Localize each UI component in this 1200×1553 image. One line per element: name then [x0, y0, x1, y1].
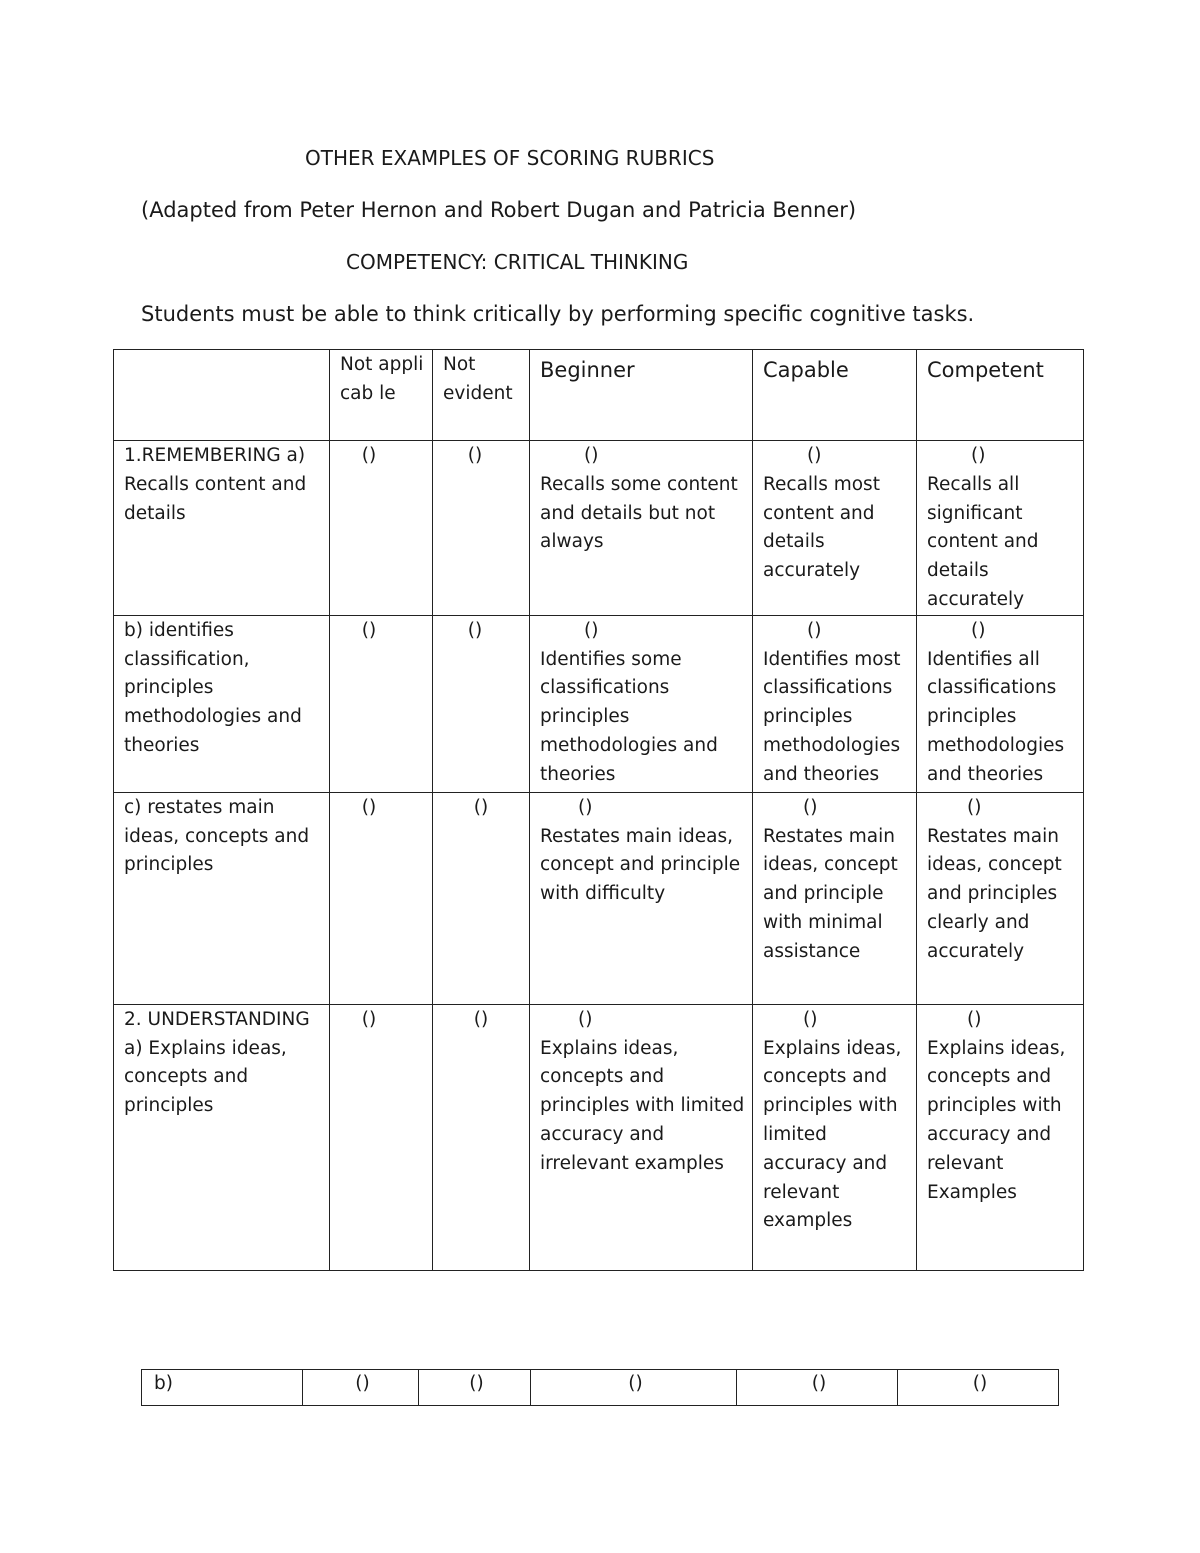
table-row	[114, 615, 1084, 792]
capable-descriptor: Recalls most content and details accurately	[763, 473, 880, 582]
competency-heading: COMPETENCY: CRITICAL THINKING	[346, 250, 689, 274]
table-row	[142, 1370, 1059, 1406]
continuation-table	[141, 1369, 1059, 1406]
criterion-cell: b) identifies classification, principles methodologies and theories	[114, 615, 330, 792]
header-beginner: Beginner	[530, 350, 753, 441]
table-row	[114, 792, 1084, 1004]
capable-cell	[753, 615, 917, 792]
level-mark: ()	[803, 1008, 818, 1030]
not-applicable-mark: ()	[330, 792, 433, 1004]
document-subtitle: (Adapted from Peter Hernon and Robert Dugan and Patricia Benner)	[141, 198, 857, 222]
table-row	[114, 1004, 1084, 1270]
header-not-evident: Not evident	[433, 350, 530, 441]
capable-cell	[753, 792, 917, 1004]
capable-mark: ()	[737, 1370, 898, 1406]
competent-cell	[917, 1004, 1084, 1270]
competent-cell	[917, 615, 1084, 792]
not-evident-mark: ()	[433, 615, 530, 792]
not-applicable-mark: ()	[330, 615, 433, 792]
header-not-applicable: Not applicab le	[330, 350, 433, 441]
header-competent: Competent	[917, 350, 1084, 441]
competent-descriptor: Explains ideas, concepts and principles with accuracy and relevant Examples	[927, 1037, 1066, 1203]
competent-descriptor: Recalls all significant content and details accurately	[927, 473, 1039, 610]
beginner-cell	[530, 615, 753, 792]
capable-descriptor: Identifies most classifications principles methodologies and theories	[763, 648, 901, 785]
beginner-descriptor: Restates main ideas, concept and principle with difficulty	[540, 825, 741, 905]
capable-cell	[753, 441, 917, 616]
level-mark: ()	[807, 445, 822, 466]
criterion-cell: c) restates main ideas, concepts and principles	[114, 792, 330, 1004]
not-evident-mark: ()	[433, 441, 530, 616]
level-mark: ()	[584, 445, 599, 466]
not-applicable-mark: ()	[330, 441, 433, 616]
level-mark: ()	[578, 796, 593, 818]
criterion-cell: 2. UNDERSTANDING a) Explains ideas, concepts and principles	[114, 1004, 330, 1270]
beginner-cell	[530, 792, 753, 1004]
beginner-mark: ()	[531, 1370, 737, 1406]
beginner-descriptor: Explains ideas, concepts and principles with limited accuracy and irrelevant examples	[540, 1037, 745, 1174]
not-evident-mark: ()	[419, 1370, 531, 1406]
level-mark: ()	[967, 1008, 982, 1030]
header-criterion	[114, 350, 330, 441]
capable-descriptor: Restates main ideas, concept and principle with minimal assistance	[763, 825, 898, 962]
beginner-cell	[530, 441, 753, 616]
level-mark: ()	[967, 796, 982, 818]
level-mark: ()	[971, 619, 986, 641]
competency-statement: Students must be able to think critically by performing specific cognitive tasks.	[141, 302, 975, 326]
level-mark: ()	[807, 619, 822, 641]
capable-cell	[753, 1004, 917, 1270]
criterion-cell: b)	[142, 1370, 303, 1406]
criterion-cell: 1.REMEMBERING a) Recalls content and details	[114, 441, 330, 616]
beginner-descriptor: Recalls some content and details but not always	[540, 473, 738, 553]
competent-mark: ()	[898, 1370, 1059, 1406]
table-row	[114, 441, 1084, 616]
competent-cell	[917, 792, 1084, 1004]
document-title: OTHER EXAMPLES OF SCORING RUBRICS	[305, 146, 715, 170]
level-mark: ()	[578, 1008, 593, 1030]
not-applicable-mark: ()	[303, 1370, 419, 1406]
level-mark: ()	[971, 445, 986, 466]
not-evident-mark: ()	[433, 792, 530, 1004]
header-capable: Capable	[753, 350, 917, 441]
level-mark: ()	[584, 619, 599, 641]
beginner-cell	[530, 1004, 753, 1270]
not-applicable-mark: ()	[330, 1004, 433, 1270]
level-mark: ()	[803, 796, 818, 818]
not-evident-mark: ()	[433, 1004, 530, 1270]
competent-descriptor: Restates main ideas, concept and principles clearly and accurately	[927, 825, 1062, 962]
rubric-table	[113, 349, 1084, 1271]
capable-descriptor: Explains ideas, concepts and principles with limited accuracy and relevant examples	[763, 1037, 902, 1232]
header-row	[114, 350, 1084, 441]
competent-cell	[917, 441, 1084, 616]
competent-descriptor: Identifies all classifications principles methodologies and theories	[927, 648, 1065, 785]
beginner-descriptor: Identifies some classifications principles methodologies and theories	[540, 648, 718, 785]
